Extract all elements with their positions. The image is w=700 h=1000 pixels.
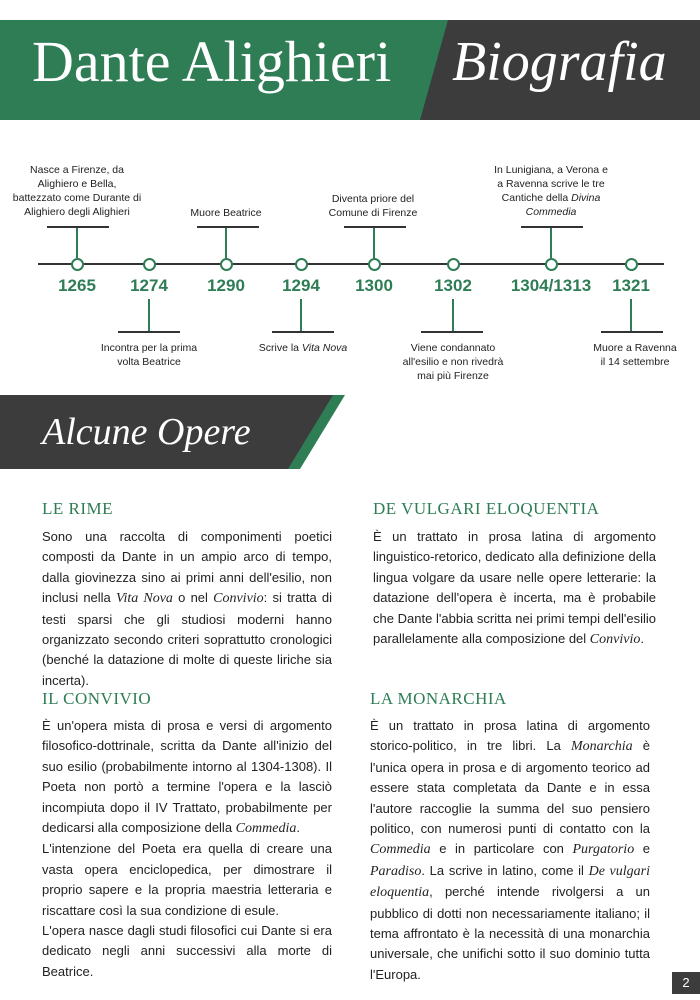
work-title-monarchia: LA MONARCHIA (370, 689, 507, 708)
timeline-axis (38, 263, 664, 265)
timeline-connector (272, 331, 334, 333)
timeline-year-1290: 1290 (207, 276, 245, 295)
timeline-event-1274: Incontra per la prima volta Beatrice (100, 342, 198, 368)
page-title: Dante Alighieri (32, 29, 392, 94)
timeline-dot-1290 (220, 258, 233, 271)
timeline-event-1321: Muore a Ravenna il 14 settembre (593, 342, 677, 368)
timeline-event-1265: Nasce a Firenze, da Alighiero e Bella, battezzato come Durante di Alighiero degli Alighieri (12, 164, 142, 218)
timeline-year-1265: 1265 (58, 276, 96, 295)
timeline-event-1294: Scrive la Vita Nova (258, 342, 348, 354)
page-number: 2 (672, 972, 700, 994)
timeline-year-1274: 1274 (130, 276, 168, 295)
timeline-stem (630, 299, 632, 331)
timeline-event-1302: Viene condannato all'esilio e non rivedrà mai più Firenze (402, 342, 504, 382)
work-body-vulgari: È un trattato in prosa latina di argomento linguistico-retorico, dedicato alla definizione della lingua volgare da usare nelle opere letterarie: la datazione dell'opera è incerta, ma è probabile che Dante l'abbia scritta nei primi tempi dell'esilio parallelamente alla composizione del Convivio. (373, 529, 656, 648)
timeline-stem (373, 227, 375, 258)
work-title-vulgari: DE VULGARI ELOQUENTIA (373, 499, 600, 518)
timeline-event-1300: Diventa priore del Comune di Firenze (328, 193, 418, 219)
timeline-connector (521, 226, 583, 228)
work-body-rime: Sono una raccolta di componimenti poetici composti da Dante in un ampio arco di tempo, dalla giovinezza sino ai primi anni dell'esilio, non inclusi nella Vita Nova o nel Convivio: si tratta di testi sparsi che gli studiosi moderni hanno organizzato secondo criteri soprattutto cronologici (benché la datazione di molte di queste liriche sia incerta). (42, 529, 333, 688)
timeline-dot-1265 (71, 258, 84, 271)
timeline-dot-1274 (143, 258, 156, 271)
timeline-dot-1294 (295, 258, 308, 271)
timeline-connector (344, 226, 406, 228)
section-title: Alcune Opere (42, 411, 251, 453)
timeline-year-1302: 1302 (434, 276, 472, 295)
work-body-monarchia: È un trattato in prosa latina di argomento storico-politico, in tre libri. La Monarchia è l'unica opera in prosa e di argomento teorico ad essere stata completata da Dante e in essa l'autore raccoglie la summa del suo pensiero politico, con numerosi punti di contatto con la Commedia e in particolare con Purgatorio e Paradiso. La scrive in latino, come il De vulgari eloquentia, perché intende rivolgersi a un pubblico di dotti non necessariamente italiano; il tema affrontato è la necessità di una monarchia universale, che unifichi sotto il suo dominio tutta l'Europa. (370, 718, 651, 982)
timeline-dot-1304-1313 (545, 258, 558, 271)
timeline-connector (421, 331, 483, 333)
timeline-connector (601, 331, 663, 333)
timeline-connector (118, 331, 180, 333)
timeline-year-1294: 1294 (282, 276, 320, 295)
timeline-stem (452, 299, 454, 331)
timeline-dot-1321 (625, 258, 638, 271)
timeline-connector (47, 226, 109, 228)
timeline-stem (148, 299, 150, 331)
timeline-year-1304-1313: 1304/1313 (510, 276, 592, 295)
timeline-stem (76, 227, 78, 258)
timeline-year-1300: 1300 (355, 276, 393, 295)
timeline-dot-1302 (447, 258, 460, 271)
timeline-connector (197, 226, 259, 228)
work-title-convivio: IL CONVIVIO (42, 689, 152, 708)
timeline-stem (225, 227, 227, 258)
timeline-event-1290: Muore Beatrice (190, 207, 262, 219)
timeline-event-1304-1313: In Lunigiana, a Verona e a Ravenna scrive le tre Cantiche della Divina Commedia (494, 164, 608, 218)
work-title-rime: LE RIME (42, 499, 114, 518)
timeline-stem (300, 299, 302, 331)
timeline-stem (550, 227, 552, 258)
timeline-year-1321: 1321 (612, 276, 650, 295)
page-subtitle: Biografia (452, 31, 667, 93)
timeline-dot-1300 (368, 258, 381, 271)
work-body-convivio: È un'opera mista di prosa e versi di argomento filosofico-dottrinale, scritta da Dante all'inizio del suo esilio (probabilmente intorno al 1304-1308). Il Poeta non portò a termine l'opera e la lasciò incompiuta dopo il IV Trattato, probabilmente per dedicarsi alla composizione della Commedia. L'intenzione del Poeta era quella di creare una vasta opera enciclopedica, per dimostrare il proprio sapere e la propria maestria letteraria e riscattare così la sua condizione di esule. L'opera nasce dagli studi filosofici cui Dante si era dedicato negli anni successivi alla morte di Beatrice. (42, 718, 332, 979)
